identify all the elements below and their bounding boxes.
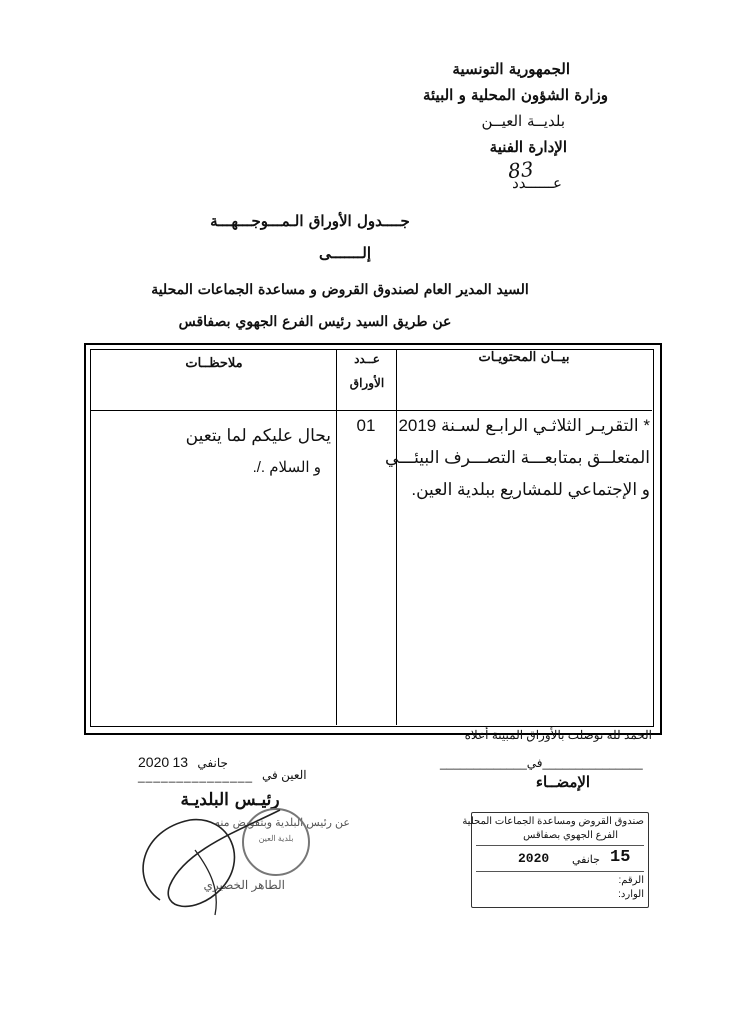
- handwritten-signature: [100, 790, 320, 930]
- ministry-label: وزارة الشؤون المحلية و البيئة: [422, 86, 608, 104]
- contents-line-1: * التقريـر الثلاثـي الرابـع لسـنة 2019: [398, 416, 650, 435]
- stamp-year: 2020: [518, 851, 550, 866]
- header-notes: ملاحظــات: [185, 356, 243, 371]
- contents-line-3: و الإجتماعي للمشاريع ببلدية العين.: [411, 480, 650, 499]
- table-divider-count: [396, 349, 397, 725]
- receipt-dashes-2: _____________: [440, 756, 527, 770]
- stamp-rule-2: [476, 871, 644, 872]
- receipt-date-line: [440, 756, 643, 770]
- mayor-title: رئيـس البلديـة: [180, 790, 280, 810]
- page-count: 01: [356, 416, 376, 435]
- issue-year: 2020: [138, 754, 170, 770]
- signer-name: الطاهر الخصيري: [203, 878, 285, 892]
- document-title: جــــدول الأوراق الـمـــوجـــهـــة: [210, 212, 410, 230]
- contents-table: [90, 349, 654, 727]
- table-divider-notes: [336, 349, 337, 725]
- place-date-label: العين في: [262, 768, 307, 782]
- handwritten-number: 83: [506, 156, 535, 184]
- header-contents: بيــان المحتويـات: [478, 350, 570, 365]
- republic-label: الجمهورية التونسية: [452, 60, 570, 78]
- signature-label: الإمضــاء: [535, 773, 591, 791]
- stamp-day: 15: [610, 848, 631, 867]
- received-stamp: [462, 812, 649, 908]
- stamp-rule: [476, 845, 644, 846]
- header-count-1: عــدد: [354, 352, 380, 366]
- contents-line-2: المتعلــق بمتابعـــة التصـــرف البيئـــي: [385, 448, 650, 467]
- stamp-line-1: صندوق القروض ومساعدة الجماعات المحلية: [462, 816, 644, 827]
- via-line: عن طريق السيد رئيس الفرع الجهوي بصفاقس: [178, 314, 452, 330]
- issue-month: جانفي: [197, 756, 228, 770]
- stamp-ref: الرقم:: [618, 875, 644, 886]
- header-count-2: الأوراق: [349, 376, 385, 390]
- department-label: الإدارة الفنية: [489, 138, 567, 156]
- receipt-line: الحمد لله توصلت بالأوراق المبينة أعلاه: [464, 728, 652, 742]
- stamp-line-2: الفرع الجهوي بصفاقس: [523, 830, 618, 841]
- receipt-in: في: [526, 756, 543, 770]
- receipt-date-dashes: _______________: [542, 756, 643, 770]
- stamp-month: جانفي: [572, 854, 600, 866]
- number-label: عــــــدد: [512, 174, 562, 192]
- issue-date-underline: _______________: [138, 769, 254, 783]
- notes-line-2: و السلام ./.: [252, 459, 321, 476]
- to-label: إلـــــــى: [318, 244, 371, 262]
- notes-line-1: يحال عليكم لما يتعين: [185, 426, 331, 445]
- municipality-label: بلديــة العيــن: [481, 112, 565, 130]
- stamp-sender: الوارد:: [618, 889, 644, 900]
- seal-text: بلدية العين: [258, 834, 294, 843]
- recipient-line: السيد المدير العام لصندوق القروض و مساعدة الجماعات المحلية: [151, 282, 529, 298]
- issue-date: [138, 754, 234, 770]
- table-header-divider: [90, 410, 652, 411]
- issue-day: 13: [172, 754, 189, 770]
- delegation-line: عن رئيس البلدية وبتفويض منه: [214, 817, 350, 829]
